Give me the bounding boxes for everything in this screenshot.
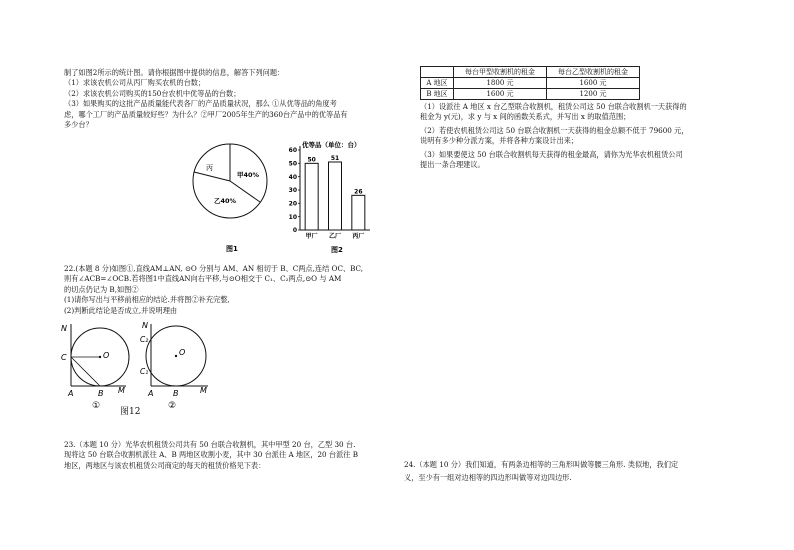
- bar-value-label: 26: [354, 188, 363, 196]
- label-O: O: [103, 351, 110, 360]
- q22-text: [64, 264, 363, 316]
- q23-line: 现将这 50 台联合收割机派往 A、B 两地区收割小麦，其中 30 台派往 A 地区，20 台派往 B: [64, 450, 359, 460]
- q23-line: 23.（本题 10 分）光华农机租赁公司共有 50 台联合收割机，其中甲型 20 台，乙型 30 台.: [64, 440, 356, 449]
- intro-line: （1）求该农机公司从丙厂购买农机的台数；: [64, 78, 206, 88]
- q23-part-line: 说明有多少种分派方案，并将各种方案设计出来；: [420, 136, 579, 146]
- table-cell: 1800 元: [454, 78, 547, 89]
- bar: [352, 195, 365, 230]
- table-cell: 1600 元: [547, 78, 640, 89]
- y-tick-label: 0: [292, 227, 297, 235]
- y-tick-label: 30: [288, 187, 297, 195]
- figure-number-2: ②: [168, 401, 177, 411]
- pie-divider: [194, 172, 230, 181]
- bar: [329, 162, 342, 230]
- bar: [305, 163, 318, 230]
- bar-value-label: 51: [330, 155, 340, 162]
- intro-text: [64, 68, 348, 130]
- rent-table: [420, 66, 640, 100]
- x-tick-label: 丙厂: [352, 233, 365, 240]
- intro-line: 多少台？: [64, 120, 93, 130]
- y-tick-label: 20: [288, 200, 297, 208]
- label-C2: C₂: [140, 335, 149, 344]
- table-header-cell: 每台乙型收割机的租金: [547, 67, 640, 78]
- q24-line: 24.（本题 10 分）我们知道，有两条边相等的三角形叫做等腰三角形. 类似地，我们定: [404, 460, 679, 469]
- q22-line: (2)判断此结论是否成立,并说明理由: [64, 305, 178, 315]
- bar-caption: 图2: [331, 246, 343, 254]
- label-M-2: M: [200, 386, 207, 395]
- table-row: [421, 89, 640, 100]
- y-tick-label: 60: [288, 147, 297, 155]
- label-N-2: N: [142, 321, 148, 330]
- q23-part-line: （2）若使农机租赁公司这 50 台联合收割机一天获得的租金总额不低于 79600 元，: [420, 125, 689, 135]
- label-C: C: [61, 353, 67, 362]
- q24-text: [404, 460, 678, 484]
- center-dot: [99, 356, 101, 358]
- y-tick-label: 10: [288, 213, 297, 221]
- intro-line: 虑，哪个工厂的产品质量较好些？为什么？②甲厂2005年生产的360台产品中的优等品有: [64, 109, 348, 119]
- y-axis-title: 优等品（单位：台）: [302, 141, 361, 149]
- intro-line: （2）求该农机公司购买的150台农机中优等品的台数；: [64, 88, 241, 98]
- y-tick-label: 40: [288, 173, 297, 181]
- q22-line: 则有∠ACB=∠OCB.若将图1中直线AN向右平移,与⊙O相交于 C₁、C₂两点,⊙O 与 AM: [64, 274, 342, 284]
- y-tick-label: 50: [288, 160, 297, 168]
- pie-label-jia: 甲40%: [237, 171, 260, 179]
- q23-part-line: （1）设派往 A 地区 x 台乙型联合收割机，租赁公司这 50 台联合收割机一天获得的: [420, 102, 687, 111]
- bar-chart: [282, 138, 382, 256]
- intro-line: （3）如果购买的这批产品质量能代表各厂的产品质量状况，那么 ①从优等品的角度考: [64, 99, 337, 109]
- x-tick-label: 甲厂: [305, 233, 318, 240]
- table-cell: B 地区: [421, 89, 454, 100]
- figure-12-caption: 图12: [120, 407, 141, 417]
- bar-value-label: 50: [307, 156, 316, 164]
- table-row: [421, 78, 640, 89]
- q22-line: 的切点仍记为 B,如图②: [64, 284, 139, 294]
- figure-1: [61, 324, 129, 411]
- q22-line: (1)请你写出与平移前相应的结论.并将图②补充完整,: [64, 295, 230, 305]
- geometry-figures: [58, 318, 228, 418]
- q23-text: [64, 440, 358, 471]
- q23-part-line: 提出一条合理建议。: [420, 160, 485, 170]
- q22-line: 22.(本题 8 分)如图①,直线AM⊥AN, ⊙O 分别与 AM、AN 相切于 B、C两点,连结 OC、BC,: [64, 264, 364, 273]
- pie-label-yi: 乙40%: [214, 197, 237, 205]
- pie-caption: 图1: [226, 245, 238, 253]
- pie-figure: [190, 135, 280, 255]
- q23-line: 地区，两地区与该农机租赁公司商定的每天的租赁价格见下表：: [64, 460, 266, 470]
- intro-line: 制了如图2所示的统计图。请你根据图中提供的信息，解答下列问题：: [64, 68, 285, 77]
- q23-part-line: 租金为 y(元)，求 y 与 x 间的函数关系式，并写出 x 的取值范围；: [420, 112, 631, 122]
- table-cell: 1200 元: [547, 89, 640, 100]
- table-cell: A 地区: [421, 78, 454, 89]
- table-cell: 1600 元: [454, 89, 547, 100]
- label-B: B: [98, 389, 104, 398]
- label-A-2: A: [148, 389, 154, 398]
- label-O-2: O: [179, 348, 186, 357]
- label-C1: C₁: [140, 367, 149, 376]
- table-header-cell: [421, 67, 454, 78]
- x-tick-label: 乙厂: [328, 233, 342, 240]
- label-M: M: [118, 386, 125, 395]
- pie-label-bing: 丙: [206, 164, 213, 172]
- q23-parts: [420, 102, 689, 170]
- table-header-cell: 每台甲型收割机的租金: [454, 67, 547, 78]
- q23-part-line: （3）如果要使这 50 台联合收割机每天获得的租金最高，请你为光华农机租赁公司: [420, 149, 683, 159]
- label-N: N: [61, 324, 67, 333]
- center-dot-2: [175, 355, 177, 357]
- label-A: A: [68, 389, 74, 398]
- figure-2: [140, 321, 208, 411]
- q24-line: 义，至少有一组对边相等的四边形叫做等对边四边形.: [404, 473, 572, 483]
- figure-number-1: ①: [92, 401, 101, 411]
- table-header-row: [421, 67, 640, 78]
- label-B-2: B: [173, 389, 179, 398]
